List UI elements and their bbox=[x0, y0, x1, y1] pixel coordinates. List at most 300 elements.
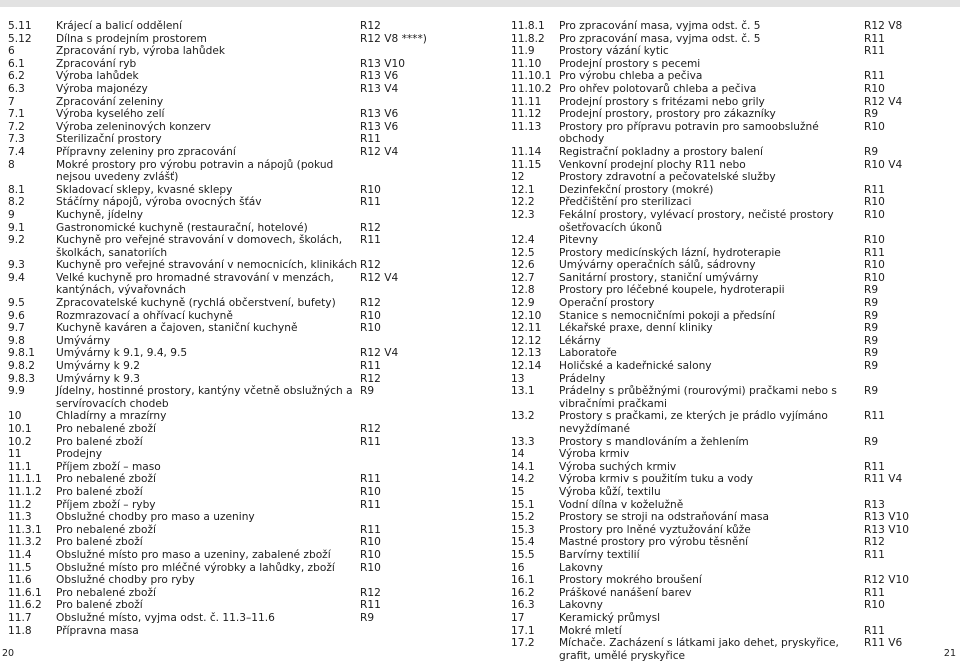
table-row bbox=[8, 335, 460, 348]
item-number: 14 bbox=[511, 448, 525, 461]
table-row bbox=[8, 499, 460, 512]
right-column-table bbox=[511, 20, 952, 662]
table-row bbox=[8, 436, 460, 449]
slip-class: R10 bbox=[360, 309, 381, 322]
table-row bbox=[511, 284, 952, 297]
item-number: 9 bbox=[8, 208, 15, 221]
item-number: 7 bbox=[8, 95, 15, 108]
item-description: Stáčírny nápojů, výroba ovocných šťáv bbox=[56, 196, 262, 209]
item-number: 12.3 bbox=[511, 208, 535, 221]
item-description: Pro zpracování masa, vyjma odst. č. 5 bbox=[559, 32, 761, 45]
slip-class: R11 bbox=[360, 133, 381, 146]
table-row bbox=[8, 108, 460, 121]
table-row bbox=[8, 297, 460, 310]
item-description: Pro balené zboží bbox=[56, 485, 143, 498]
item-number: 15.1 bbox=[511, 498, 535, 511]
item-number: 11.14 bbox=[511, 145, 542, 158]
slip-class: R9 bbox=[864, 309, 879, 322]
table-row bbox=[8, 20, 460, 33]
table-row bbox=[8, 360, 460, 373]
item-description: Chladírny a mrazírny bbox=[56, 410, 167, 423]
slip-class: R10 bbox=[360, 485, 381, 498]
item-number: 8.1 bbox=[8, 183, 25, 196]
item-number: 11 bbox=[8, 448, 22, 461]
item-description: Příjem zboží – ryby bbox=[56, 498, 156, 511]
table-row bbox=[8, 83, 460, 96]
slip-class: R10 bbox=[864, 208, 885, 221]
slip-class: R12 bbox=[360, 586, 381, 599]
item-description: Barvírny textilií bbox=[559, 548, 640, 561]
item-number: 17.1 bbox=[511, 624, 535, 637]
slip-class: R13 V6 bbox=[360, 120, 399, 133]
item-number: 11.8.2 bbox=[511, 32, 545, 45]
table-row bbox=[511, 612, 952, 625]
slip-class: R10 bbox=[864, 82, 885, 95]
slip-class: R13 V10 bbox=[864, 523, 909, 536]
item-number: 8.2 bbox=[8, 196, 25, 209]
item-description: Zpracování ryb, výroba lahůdek bbox=[56, 45, 225, 58]
item-number: 16 bbox=[511, 561, 525, 574]
slip-class: R9 bbox=[864, 284, 879, 297]
slip-class bbox=[360, 209, 460, 222]
item-number: 12.14 bbox=[511, 360, 542, 373]
item-description: Mokré mletí bbox=[559, 624, 622, 637]
item-description: Prostory s mandlováním a žehlením bbox=[559, 435, 749, 448]
item-number: 11.1.1 bbox=[8, 473, 42, 486]
slip-class: R9 bbox=[864, 360, 879, 373]
slip-class: R10 bbox=[864, 196, 885, 209]
item-number: 11.7 bbox=[8, 611, 32, 624]
slip-class: R10 bbox=[864, 234, 885, 247]
item-number: 15.4 bbox=[511, 536, 535, 549]
table-row bbox=[511, 599, 952, 612]
item-description: Výroba suchých krmiv bbox=[559, 460, 677, 473]
item-number: 11.6.1 bbox=[8, 586, 42, 599]
table-row bbox=[511, 247, 952, 260]
slip-class bbox=[864, 171, 952, 184]
table-row bbox=[511, 121, 952, 146]
item-description: Prostory zdravotní a pečovatelské služby bbox=[559, 171, 776, 184]
table-row bbox=[8, 222, 460, 235]
item-description: Přípravny zeleniny pro zpracování bbox=[56, 145, 236, 158]
slip-class bbox=[864, 562, 952, 575]
slip-class bbox=[360, 625, 460, 638]
table-row bbox=[511, 637, 952, 662]
table-row bbox=[8, 121, 460, 134]
page-number-left: 20 bbox=[2, 648, 15, 659]
slip-class: R12 V4 bbox=[360, 145, 399, 158]
item-description: Příjem zboží – maso bbox=[56, 460, 161, 473]
table-row bbox=[8, 373, 460, 386]
item-number: 15.5 bbox=[511, 548, 535, 561]
item-description: Prodejny bbox=[56, 448, 102, 461]
slip-class: R10 bbox=[864, 120, 885, 133]
table-row bbox=[8, 259, 460, 272]
item-description: Sanitární prostory, staniční umývárny bbox=[559, 271, 759, 284]
item-number: 12.5 bbox=[511, 246, 535, 259]
item-description: Krájecí a balicí oddělení bbox=[56, 20, 183, 32]
slip-class: R10 bbox=[360, 561, 381, 574]
table-row bbox=[511, 574, 952, 587]
item-number: 12.9 bbox=[511, 297, 535, 310]
item-description: Rozmrazovací a ohřívací kuchyně bbox=[56, 309, 233, 322]
item-description: Lakovny bbox=[559, 561, 603, 574]
item-number: 12.6 bbox=[511, 259, 535, 272]
table-row bbox=[8, 625, 460, 638]
item-description: Kuchyně, jídelny bbox=[56, 208, 143, 221]
slip-class: R12 V4 bbox=[360, 347, 399, 360]
table-row bbox=[8, 234, 460, 259]
page-number-right: 21 bbox=[943, 648, 956, 659]
table-row bbox=[8, 45, 460, 58]
item-number: 11.2 bbox=[8, 498, 32, 511]
table-row bbox=[511, 448, 952, 461]
item-description: Mokré prostory pro výrobu potravin a nápojů (pokud nejsou uvedeny zvlášť) bbox=[56, 158, 334, 184]
slip-class bbox=[360, 159, 460, 184]
item-number: 11.15 bbox=[511, 158, 542, 171]
item-number: 9.4 bbox=[8, 271, 25, 284]
item-description: Pro zpracování masa, vyjma odst. č. 5 bbox=[559, 20, 761, 32]
item-description: Velké kuchyně pro hromadné stravování v menzách, kantýnách, vývařovnách bbox=[56, 271, 334, 297]
slip-class bbox=[360, 45, 460, 58]
table-row bbox=[8, 196, 460, 209]
item-number: 9.1 bbox=[8, 221, 25, 234]
table-row bbox=[8, 536, 460, 549]
table-row bbox=[511, 146, 952, 159]
table-row bbox=[8, 562, 460, 575]
item-number: 11.5 bbox=[8, 561, 32, 574]
item-number: 10 bbox=[8, 410, 22, 423]
slip-class: R13 V10 bbox=[864, 511, 909, 524]
item-description: Obslužné chodby pro maso a uzeniny bbox=[56, 511, 255, 524]
slip-class: R12 V10 bbox=[864, 574, 909, 587]
item-number: 10.1 bbox=[8, 423, 32, 435]
slip-class: R9 bbox=[360, 611, 375, 624]
item-description: Prádelny bbox=[559, 372, 606, 385]
slip-class bbox=[864, 612, 952, 625]
item-description: Jídelny, hostinné prostory, kantýny včetně obslužných a servírovacích chodeb bbox=[56, 385, 353, 410]
item-number: 6.3 bbox=[8, 82, 25, 95]
item-number: 11.10.2 bbox=[511, 82, 552, 95]
table-row bbox=[8, 612, 460, 625]
table-row bbox=[511, 410, 952, 435]
slip-class: R10 bbox=[360, 322, 381, 335]
slip-class: R11 bbox=[864, 460, 885, 473]
table-row bbox=[511, 83, 952, 96]
item-description: Výroba kyselého zelí bbox=[56, 108, 165, 121]
slip-class: R11 bbox=[864, 32, 885, 45]
item-number: 12.7 bbox=[511, 271, 535, 284]
slip-class: R11 bbox=[864, 410, 885, 423]
slip-class bbox=[360, 448, 460, 461]
item-description: Sterilizační prostory bbox=[56, 133, 162, 146]
table-row bbox=[511, 461, 952, 474]
table-row bbox=[8, 549, 460, 562]
table-row bbox=[8, 587, 460, 600]
item-number: 7.3 bbox=[8, 133, 25, 146]
item-description: Kuchyně pro veřejné stravování v nemocnicích, klinikách bbox=[56, 259, 358, 272]
table-row bbox=[511, 360, 952, 373]
table-row bbox=[8, 272, 460, 297]
item-number: 7.2 bbox=[8, 120, 25, 133]
table-row bbox=[511, 536, 952, 549]
slip-class bbox=[864, 373, 952, 386]
item-description: Mastné prostory pro výrobu těsnění bbox=[559, 536, 749, 549]
slip-class: R11 bbox=[864, 45, 885, 58]
item-description: Skladovací sklepy, kvasné sklepy bbox=[56, 183, 233, 196]
table-row bbox=[8, 423, 460, 436]
item-description: Prádelny s průběžnými (rourovými) pračkami nebo s vibračními pračkami bbox=[559, 385, 837, 410]
item-number: 9.8.3 bbox=[8, 372, 35, 385]
item-description: Zpracovatelské kuchyně (rychlá občerstvení, bufety) bbox=[56, 297, 336, 310]
item-description: Výroba majonézy bbox=[56, 82, 148, 95]
item-description: Prostory vázání kytic bbox=[559, 45, 669, 58]
item-description: Prostory s pračkami, ze kterých je prádlo vyjímáno nevyždímané bbox=[559, 410, 828, 435]
table-row bbox=[511, 20, 952, 33]
slip-class bbox=[360, 511, 460, 524]
item-description: Prodejní prostory s fritézami nebo grily bbox=[559, 95, 765, 108]
item-number: 9.3 bbox=[8, 259, 25, 272]
item-description: Lékařské praxe, denní kliniky bbox=[559, 322, 713, 335]
item-number: 11.3.2 bbox=[8, 536, 42, 549]
slip-class bbox=[360, 335, 460, 348]
slip-class: R13 V6 bbox=[360, 108, 399, 121]
item-description: Kuchyně pro veřejné stravování v domovech, školách, školkách, sanatoriích bbox=[56, 234, 343, 259]
item-description: Umývárny operačních sálů, sádrovny bbox=[559, 259, 756, 272]
item-description: Prostory pro lněné vyztužování kůže bbox=[559, 523, 751, 536]
item-number: 9.5 bbox=[8, 297, 25, 310]
item-description: Fekální prostory, vylévací prostory, nečisté prostory ošetřovacích úkonů bbox=[559, 208, 834, 234]
table-row bbox=[8, 385, 460, 410]
slip-class: R11 bbox=[360, 523, 381, 536]
slip-class: R11 bbox=[360, 498, 381, 511]
table-row bbox=[8, 410, 460, 423]
table-row bbox=[511, 297, 952, 310]
item-number: 6.2 bbox=[8, 70, 25, 83]
item-description: Prostory se stroji na odstraňování masa bbox=[559, 511, 769, 524]
slip-class: R9 bbox=[360, 385, 375, 398]
slip-class: R9 bbox=[864, 334, 879, 347]
item-description: Pro nebalené zboží bbox=[56, 473, 156, 486]
slip-class bbox=[360, 96, 460, 109]
table-row bbox=[8, 146, 460, 159]
table-row bbox=[511, 310, 952, 323]
table-row bbox=[8, 448, 460, 461]
item-number: 11.8.1 bbox=[511, 20, 545, 32]
table-row bbox=[8, 461, 460, 474]
item-number: 9.7 bbox=[8, 322, 25, 335]
slip-class: R11 bbox=[864, 586, 885, 599]
item-number: 9.8.1 bbox=[8, 347, 35, 360]
table-row bbox=[511, 234, 952, 247]
slip-class: R12 bbox=[360, 20, 381, 32]
item-description: Prostory pro léčebné koupele, hydroterapii bbox=[559, 284, 785, 297]
item-number: 7.1 bbox=[8, 108, 25, 121]
slip-class: R10 bbox=[864, 599, 885, 612]
item-number: 12.2 bbox=[511, 196, 535, 209]
item-description: Vodní dílna v koželužně bbox=[559, 498, 684, 511]
item-number: 13.2 bbox=[511, 410, 535, 423]
slip-class: R12 bbox=[360, 423, 381, 435]
table-row bbox=[511, 70, 952, 83]
table-row bbox=[511, 209, 952, 234]
slip-class: R10 bbox=[864, 259, 885, 272]
item-number: 12.11 bbox=[511, 322, 542, 335]
item-number: 13.1 bbox=[511, 385, 535, 398]
table-row bbox=[8, 310, 460, 323]
item-description: Umývárny k 9.1, 9.4, 9.5 bbox=[56, 347, 188, 360]
item-number: 11.6 bbox=[8, 574, 32, 587]
item-description: Obslužné místo, vyjma odst. č. 11.3–11.6 bbox=[56, 611, 275, 624]
item-number: 17 bbox=[511, 611, 525, 624]
item-description: Stanice s nemocničními pokoji a předsíní bbox=[559, 309, 776, 322]
slip-class: R11 bbox=[360, 360, 381, 373]
table-row bbox=[8, 184, 460, 197]
slip-class: R9 bbox=[864, 322, 879, 335]
slip-class: R13 V4 bbox=[360, 82, 399, 95]
item-number: 16.1 bbox=[511, 574, 535, 587]
item-description: Práškové nanášení barev bbox=[559, 586, 692, 599]
table-row bbox=[8, 58, 460, 71]
item-description: Výroba lahůdek bbox=[56, 70, 139, 83]
slip-class: R12 bbox=[864, 536, 885, 549]
item-description: Výroba kůží, textilu bbox=[559, 485, 661, 498]
item-description: Lékárny bbox=[559, 334, 601, 347]
item-number: 12.13 bbox=[511, 347, 542, 360]
table-row bbox=[511, 347, 952, 360]
table-row bbox=[511, 33, 952, 46]
slip-class: R10 bbox=[360, 536, 381, 549]
item-number: 10.2 bbox=[8, 435, 32, 448]
item-number: 12.4 bbox=[511, 234, 535, 247]
table-row bbox=[511, 184, 952, 197]
item-number: 12.10 bbox=[511, 309, 542, 322]
table-row bbox=[8, 209, 460, 222]
item-description: Výroba krmiv bbox=[559, 448, 630, 461]
table-row bbox=[511, 373, 952, 386]
slip-class: R9 bbox=[864, 145, 879, 158]
table-row bbox=[511, 587, 952, 600]
slip-class: R11 bbox=[360, 196, 381, 209]
item-description: Předčištění pro sterilizaci bbox=[559, 196, 692, 209]
slip-class: R11 bbox=[864, 183, 885, 196]
item-description: Pro nebalené zboží bbox=[56, 423, 156, 435]
table-row bbox=[8, 486, 460, 499]
table-row bbox=[8, 70, 460, 83]
slip-class: R10 bbox=[360, 548, 381, 561]
table-row bbox=[8, 511, 460, 524]
table-row bbox=[511, 436, 952, 449]
item-description: Umývárny k 9.3 bbox=[56, 372, 140, 385]
item-description: Přípravna masa bbox=[56, 624, 139, 637]
item-number: 15.3 bbox=[511, 523, 535, 536]
item-number: 11.3.1 bbox=[8, 523, 42, 536]
table-row bbox=[511, 108, 952, 121]
table-row bbox=[511, 45, 952, 58]
item-number: 11.3 bbox=[8, 511, 32, 524]
item-number: 9.6 bbox=[8, 309, 25, 322]
slip-class: R11 V4 bbox=[864, 473, 903, 486]
table-row bbox=[511, 272, 952, 285]
item-description: Dezinfekční prostory (mokré) bbox=[559, 183, 714, 196]
table-row bbox=[8, 33, 460, 46]
item-number: 12.1 bbox=[511, 183, 535, 196]
item-number: 11.13 bbox=[511, 120, 542, 133]
item-description: Registrační pokladny a prostory balení bbox=[559, 145, 763, 158]
table-row bbox=[511, 511, 952, 524]
table-row bbox=[511, 159, 952, 172]
slip-class: R11 bbox=[864, 548, 885, 561]
table-row bbox=[511, 562, 952, 575]
item-number: 17.2 bbox=[511, 637, 535, 650]
table-row bbox=[511, 171, 952, 184]
table-row bbox=[511, 385, 952, 410]
table-row bbox=[511, 499, 952, 512]
slip-class: R12 V4 bbox=[360, 271, 399, 284]
table-row bbox=[8, 347, 460, 360]
slip-class: R12 V8 bbox=[864, 20, 903, 32]
slip-class: R11 bbox=[864, 70, 885, 83]
item-description: Pro balené zboží bbox=[56, 435, 143, 448]
item-number: 12.8 bbox=[511, 284, 535, 297]
item-description: Umývárny bbox=[56, 334, 111, 347]
slip-class: R12 bbox=[360, 372, 381, 385]
slip-class: R10 bbox=[864, 271, 885, 284]
slip-class: R11 V6 bbox=[864, 637, 903, 650]
slip-class: R11 bbox=[360, 599, 381, 612]
item-number: 16.3 bbox=[511, 599, 535, 612]
slip-class: R9 bbox=[864, 347, 879, 360]
item-number: 6 bbox=[8, 45, 15, 58]
item-number: 15.2 bbox=[511, 511, 535, 524]
slip-class bbox=[864, 486, 952, 499]
table-row bbox=[8, 322, 460, 335]
slip-class: R9 bbox=[864, 435, 879, 448]
slip-class: R11 bbox=[360, 234, 381, 247]
item-number: 9.8 bbox=[8, 334, 25, 347]
item-number: 5.12 bbox=[8, 32, 32, 45]
table-row bbox=[8, 574, 460, 587]
item-number: 11.11 bbox=[511, 95, 542, 108]
slip-class: R11 bbox=[360, 473, 381, 486]
item-number: 11.4 bbox=[8, 548, 32, 561]
item-number: 11.9 bbox=[511, 45, 535, 58]
item-description: Umývárny k 9.2 bbox=[56, 360, 140, 373]
item-number: 11.10.1 bbox=[511, 70, 552, 83]
table-row bbox=[8, 599, 460, 612]
slip-class: R12 bbox=[360, 297, 381, 310]
slip-class: R11 bbox=[864, 246, 885, 259]
item-number: 16.2 bbox=[511, 586, 535, 599]
item-description: Pro výrobu chleba a pečiva bbox=[559, 70, 703, 83]
item-description: Laboratoře bbox=[559, 347, 617, 360]
slip-class: R12 bbox=[360, 221, 381, 234]
item-description: Pro ohřev polotovarů chleba a pečiva bbox=[559, 82, 757, 95]
table-row bbox=[8, 473, 460, 486]
item-number: 11.8 bbox=[8, 624, 32, 637]
slip-class: R9 bbox=[864, 108, 879, 121]
table-row bbox=[511, 196, 952, 209]
item-number: 12.12 bbox=[511, 334, 542, 347]
item-number: 11.10 bbox=[511, 57, 542, 70]
table-row bbox=[8, 133, 460, 146]
slip-class: R10 bbox=[360, 183, 381, 196]
item-description: Holičské a kadeřnické salony bbox=[559, 360, 712, 373]
item-number: 7.4 bbox=[8, 145, 25, 158]
table-row bbox=[8, 96, 460, 109]
slip-class: R13 bbox=[864, 498, 885, 511]
slip-class: R11 bbox=[864, 624, 885, 637]
